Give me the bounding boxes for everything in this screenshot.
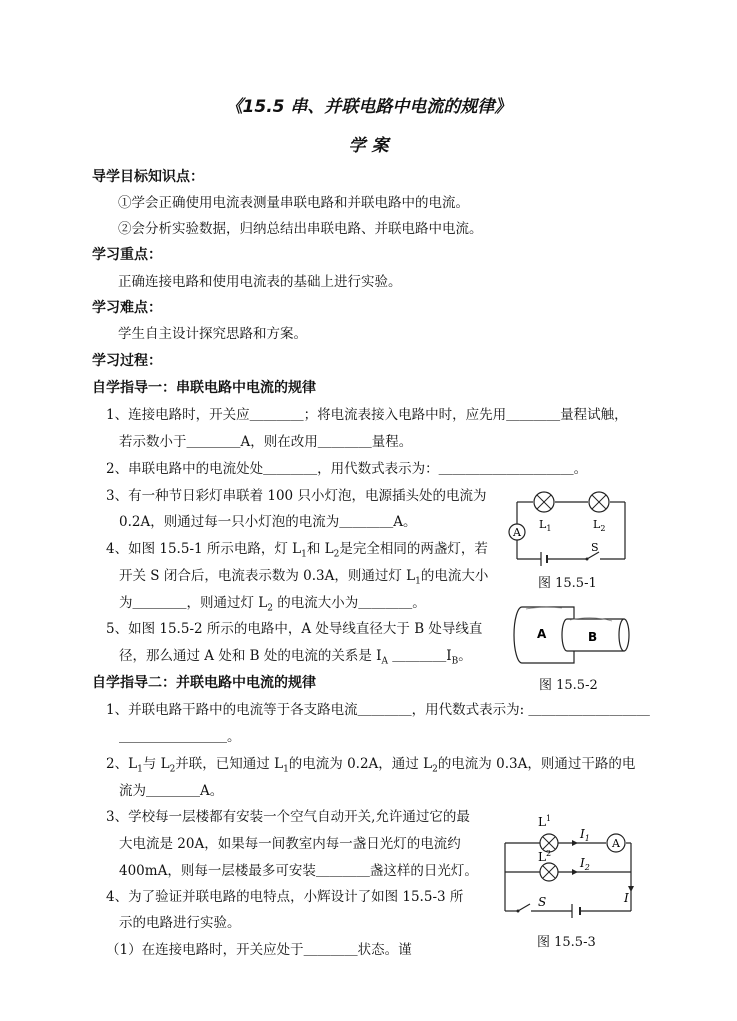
g2-question-3-line-1: 3、学校每一层楼都有安装一个空气自动开关,允许通过它的最: [106, 809, 470, 825]
g1-question-5-line-2: 径，那么通过 A 处和 B 处的电流的关系是 $I_A$ $\_\_\_\_I_B$。: [119, 648, 472, 667]
section-heading-difficulties: 学习难点：: [92, 300, 162, 316]
lamp-l2-icon: [589, 492, 609, 512]
ammeter-label: A: [513, 526, 521, 539]
battery-icon: [541, 552, 547, 566]
section-heading-process: 学习过程：: [92, 353, 162, 369]
key-point-line: 正确连接电路和使用电流表的基础上进行实验。: [118, 274, 402, 290]
arrow-i1-icon: [572, 840, 578, 846]
figure-15-5-2-wire: [512, 603, 637, 668]
page-subtitle: 学 案: [348, 136, 389, 156]
label-a: A: [537, 627, 547, 641]
section-heading-objectives: 导学目标知识点：: [92, 169, 204, 185]
g1-question-4-line-2: 开关 S 闭合后，电流表示数为 0.3A，则通过灯 $L_1$的电流大小: [119, 568, 489, 587]
g1-question-3-line-2: 0.2A，则通过每一只小灯泡的电流为＿＿＿＿A。: [119, 514, 417, 530]
ammeter-label: A: [612, 837, 620, 850]
switch-contact: [586, 558, 589, 561]
objective-line-1: ①学会正确使用电流表测量串联电路和并联电路中的电流。: [118, 195, 469, 211]
switch-label: S: [538, 895, 547, 909]
g2-question-2-line-1: 2、$L_1$与 $L_2$并联，已知通过 $L_1$的电流为 0.2A，通过 $L_2$的电流为 0.3A，则通过干路的电: [106, 756, 636, 775]
figure-15-5-1-caption: 图 15.5-1: [538, 576, 597, 591]
guide-1-heading: 自学指导一：串联电路中电流的规律: [92, 380, 316, 396]
page-title: 《15.5 串、并联电路中电流的规律》: [225, 97, 512, 117]
g2-question-1-line-2: ＿＿＿＿＿＿＿＿。: [119, 729, 241, 745]
g2-question-2-line-2: 流为＿＿＿＿A。: [119, 783, 224, 799]
ammeter-icon: [509, 524, 525, 540]
g1-question-1-line-1: 1、连接电路时，开关应＿＿＿＿；将电流表接入电路中时，应先用＿＿＿＿量程试触，: [106, 407, 628, 423]
g1-question-4-line-1: 4、如图 15.5-1 所示电路，灯 $L_1$和 $L_2$是完全相同的两盏灯，若: [106, 541, 488, 560]
figure-15-5-3-parallel-circuit: [500, 810, 640, 928]
lamp-l2-label: $L_2$: [593, 518, 606, 533]
current-i1-label: $I_1$: [580, 827, 590, 843]
lamp-l2-icon: [540, 863, 558, 881]
switch-contact: [517, 910, 520, 913]
arrow-i-icon: [628, 886, 634, 892]
current-i2-label: $I_2$: [580, 856, 590, 872]
figure-15-5-1-series-circuit: [505, 487, 635, 567]
lamp-l1-icon: [534, 492, 554, 512]
g2-question-4-line-2: 示的电路进行实验。: [119, 915, 241, 931]
g1-question-3-line-1: 3、有一种节日彩灯串联着 100 只小灯泡，电源插头处的电流为: [106, 488, 487, 504]
g2-question-4-line-1: 4、为了验证并联电路的电特点，小辉设计了如图 15.5-3 所: [106, 889, 464, 905]
section-heading-key-points: 学习重点：: [92, 247, 162, 263]
current-i-label: I: [624, 891, 629, 905]
lamp-l2-label: $L^2$: [538, 849, 552, 864]
g2-question-1-line-1: 1、并联电路干路中的电流等于各支路电流＿＿＿＿，用代数式表示为: ＿＿＿＿＿＿＿＿＿: [106, 702, 650, 718]
figure-15-5-3-caption: 图 15.5-3: [537, 935, 596, 950]
g1-question-4-line-3: 为＿＿＿＿，则通过灯 $L_2$ 的电流大小为＿＿＿＿。: [119, 595, 426, 614]
lamp-l1-label: $L^1$: [538, 814, 552, 829]
switch-label: S: [591, 541, 599, 554]
lamp-l1-label: $L_1$: [539, 518, 552, 533]
guide-2-heading: 自学指导二：并联电路中电流的规律: [92, 675, 316, 691]
g1-question-5-line-1: 5、如图 15.5-2 所示的电路中，A 处导线直径大于 B 处导线直: [106, 621, 483, 637]
battery-icon: [572, 904, 580, 918]
g1-question-2: 2、串联电路中的电流处处＿＿＿＿，用代数式表示为：＿＿＿＿＿＿＿＿＿＿。: [106, 461, 588, 477]
g2-question-4-sub-1: （1）在连接电路时，开关应处于＿＿＿＿状态。谨: [106, 942, 412, 958]
ammeter-icon: [607, 834, 625, 852]
g2-question-3-line-3: 400mA，则每一层楼最多可安装＿＿＿＿盏这样的日光灯。: [119, 863, 478, 879]
objective-line-2: ②会分析实验数据，归纳总结出串联电路、并联电路中电流。: [118, 221, 483, 237]
difficulty-line: 学生自主设计探究思路和方案。: [118, 326, 307, 342]
label-b: B: [588, 630, 598, 644]
g2-question-3-line-2: 大电流是 20A，如果每一间教室内每一盏日光灯的电流约: [119, 836, 461, 852]
g1-question-1-line-2: 若示数小于＿＿＿＿A，则在改用＿＿＿＿量程。: [119, 434, 413, 450]
figure-15-5-2-caption: 图 15.5-2: [539, 678, 598, 693]
arrow-i2-icon: [572, 869, 578, 875]
